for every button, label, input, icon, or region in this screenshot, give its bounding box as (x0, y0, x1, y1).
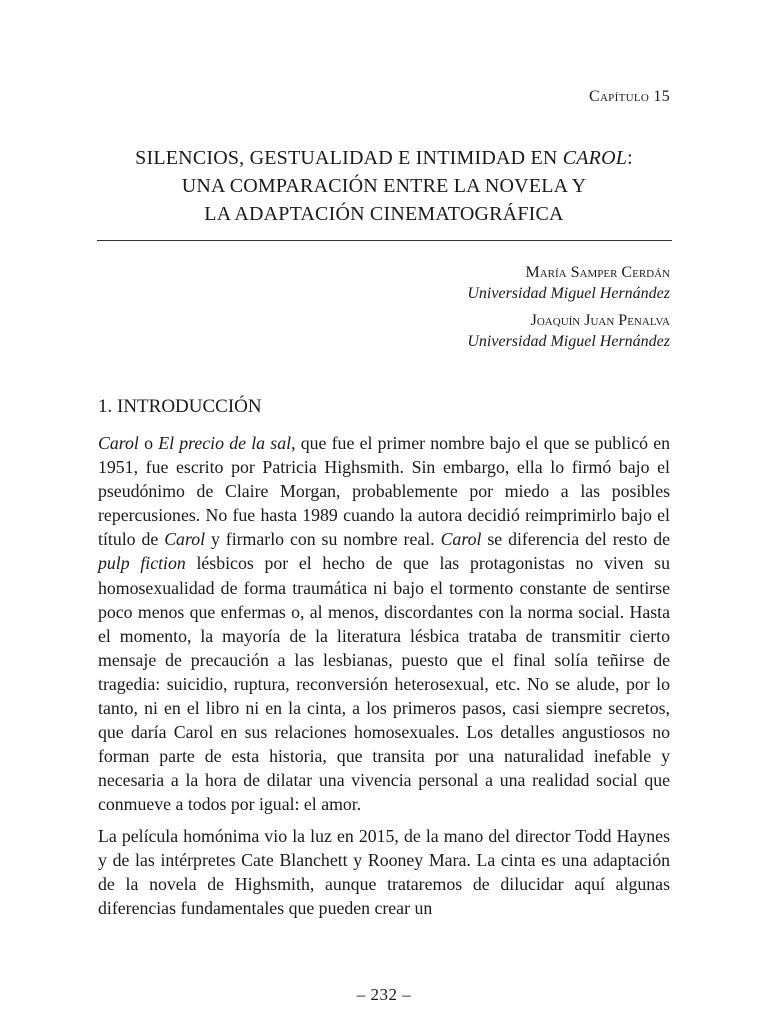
text-span: lésbicos por el hecho de que las protagonistas no viven su homosexualidad de forma traumática ni bajo el tormento constante de sentirse poco menos que enfermas o, al menos, discordantes con la norma social. Hasta el momento, la mayoría de la literatura lésbica trataba de transmitir cierto mensaje de precaución a las lesbianas, puesto que el final solía teñirse de tragedia: suicidio, ruptura, reconversión heterosexual, etc. No se alude, por lo tanto, ni en el libro ni en la cinta, a los primeros pasos, casi siempre secretos, que daría Carol en sus relaciones homosexuales. Los detalles angustiosos no forman parte de esta historia, que transita por una naturalidad inefable y necesaria a la hora de dilatar una vivencia personal a una realidad social que conmueve a todos por igual: el amor. (98, 553, 670, 815)
text-span: y firmarlo con su nombre real. (205, 529, 441, 550)
italic-span: Carol (440, 529, 482, 550)
italic-span: Carol (98, 433, 139, 453)
title-divider (97, 240, 672, 241)
author-2 (467, 310, 670, 352)
chapter-title (96, 144, 672, 228)
title-line-1-colon: : (627, 147, 633, 169)
title-line-2: UNA COMPARACIÓN ENTRE LA NOVELA Y (181, 175, 587, 197)
italic-span: pulp fiction (98, 553, 186, 574)
text-span: se diferencia del resto de (481, 529, 670, 550)
paragraph-1 (98, 431, 670, 817)
author-affiliation: Universidad Miguel Hernández (467, 285, 670, 302)
author-1 (467, 262, 670, 304)
section-heading: 1. INTRODUCCIÓN (98, 396, 262, 417)
paragraph-2: La película homónima vio la luz en 2015, de la mano del director Todd Haynes y de las intérpretes Cate Blanchett y Rooney Mara. La cinta es una adaptación de la novela de Highsmith, aunque trataremos de dilucidar aquí algunas diferencias fundamentales que pueden crear un (98, 825, 670, 918)
author-name: Joaquín Juan Penalva (530, 312, 670, 329)
chapter-label: Capítulo 15 (588, 88, 670, 105)
text-span: o (138, 433, 159, 453)
title-line-3: LA ADAPTACIÓN CINEMATOGRÁFICA (204, 203, 564, 225)
body-text (98, 431, 670, 920)
text-span: , que fue el primer nombre bajo el que se publicó en 1951, fue escrito por Patricia Highsmith. Sin embargo, ella lo firmó bajo el pseudónimo de Claire Morgan, probablemente por miedo a las posibles repercusiones. No fue hasta 1989 cuando la autora decidió reimprimirlo bajo el título de (98, 433, 671, 550)
italic-span: Carol (164, 529, 206, 550)
title-line-1-text: SILENCIOS, GESTUALIDAD E INTIMIDAD EN (135, 147, 563, 169)
author-name: María Samper Cerdán (525, 264, 670, 281)
author-affiliation: Universidad Miguel Hernández (467, 333, 670, 350)
author-list (467, 262, 670, 352)
page-number: – 232 – (356, 985, 412, 1004)
title-line-1-italic: CAROL (562, 147, 628, 169)
italic-span: El precio de la sal (158, 433, 292, 453)
title-line-1 (96, 144, 672, 172)
